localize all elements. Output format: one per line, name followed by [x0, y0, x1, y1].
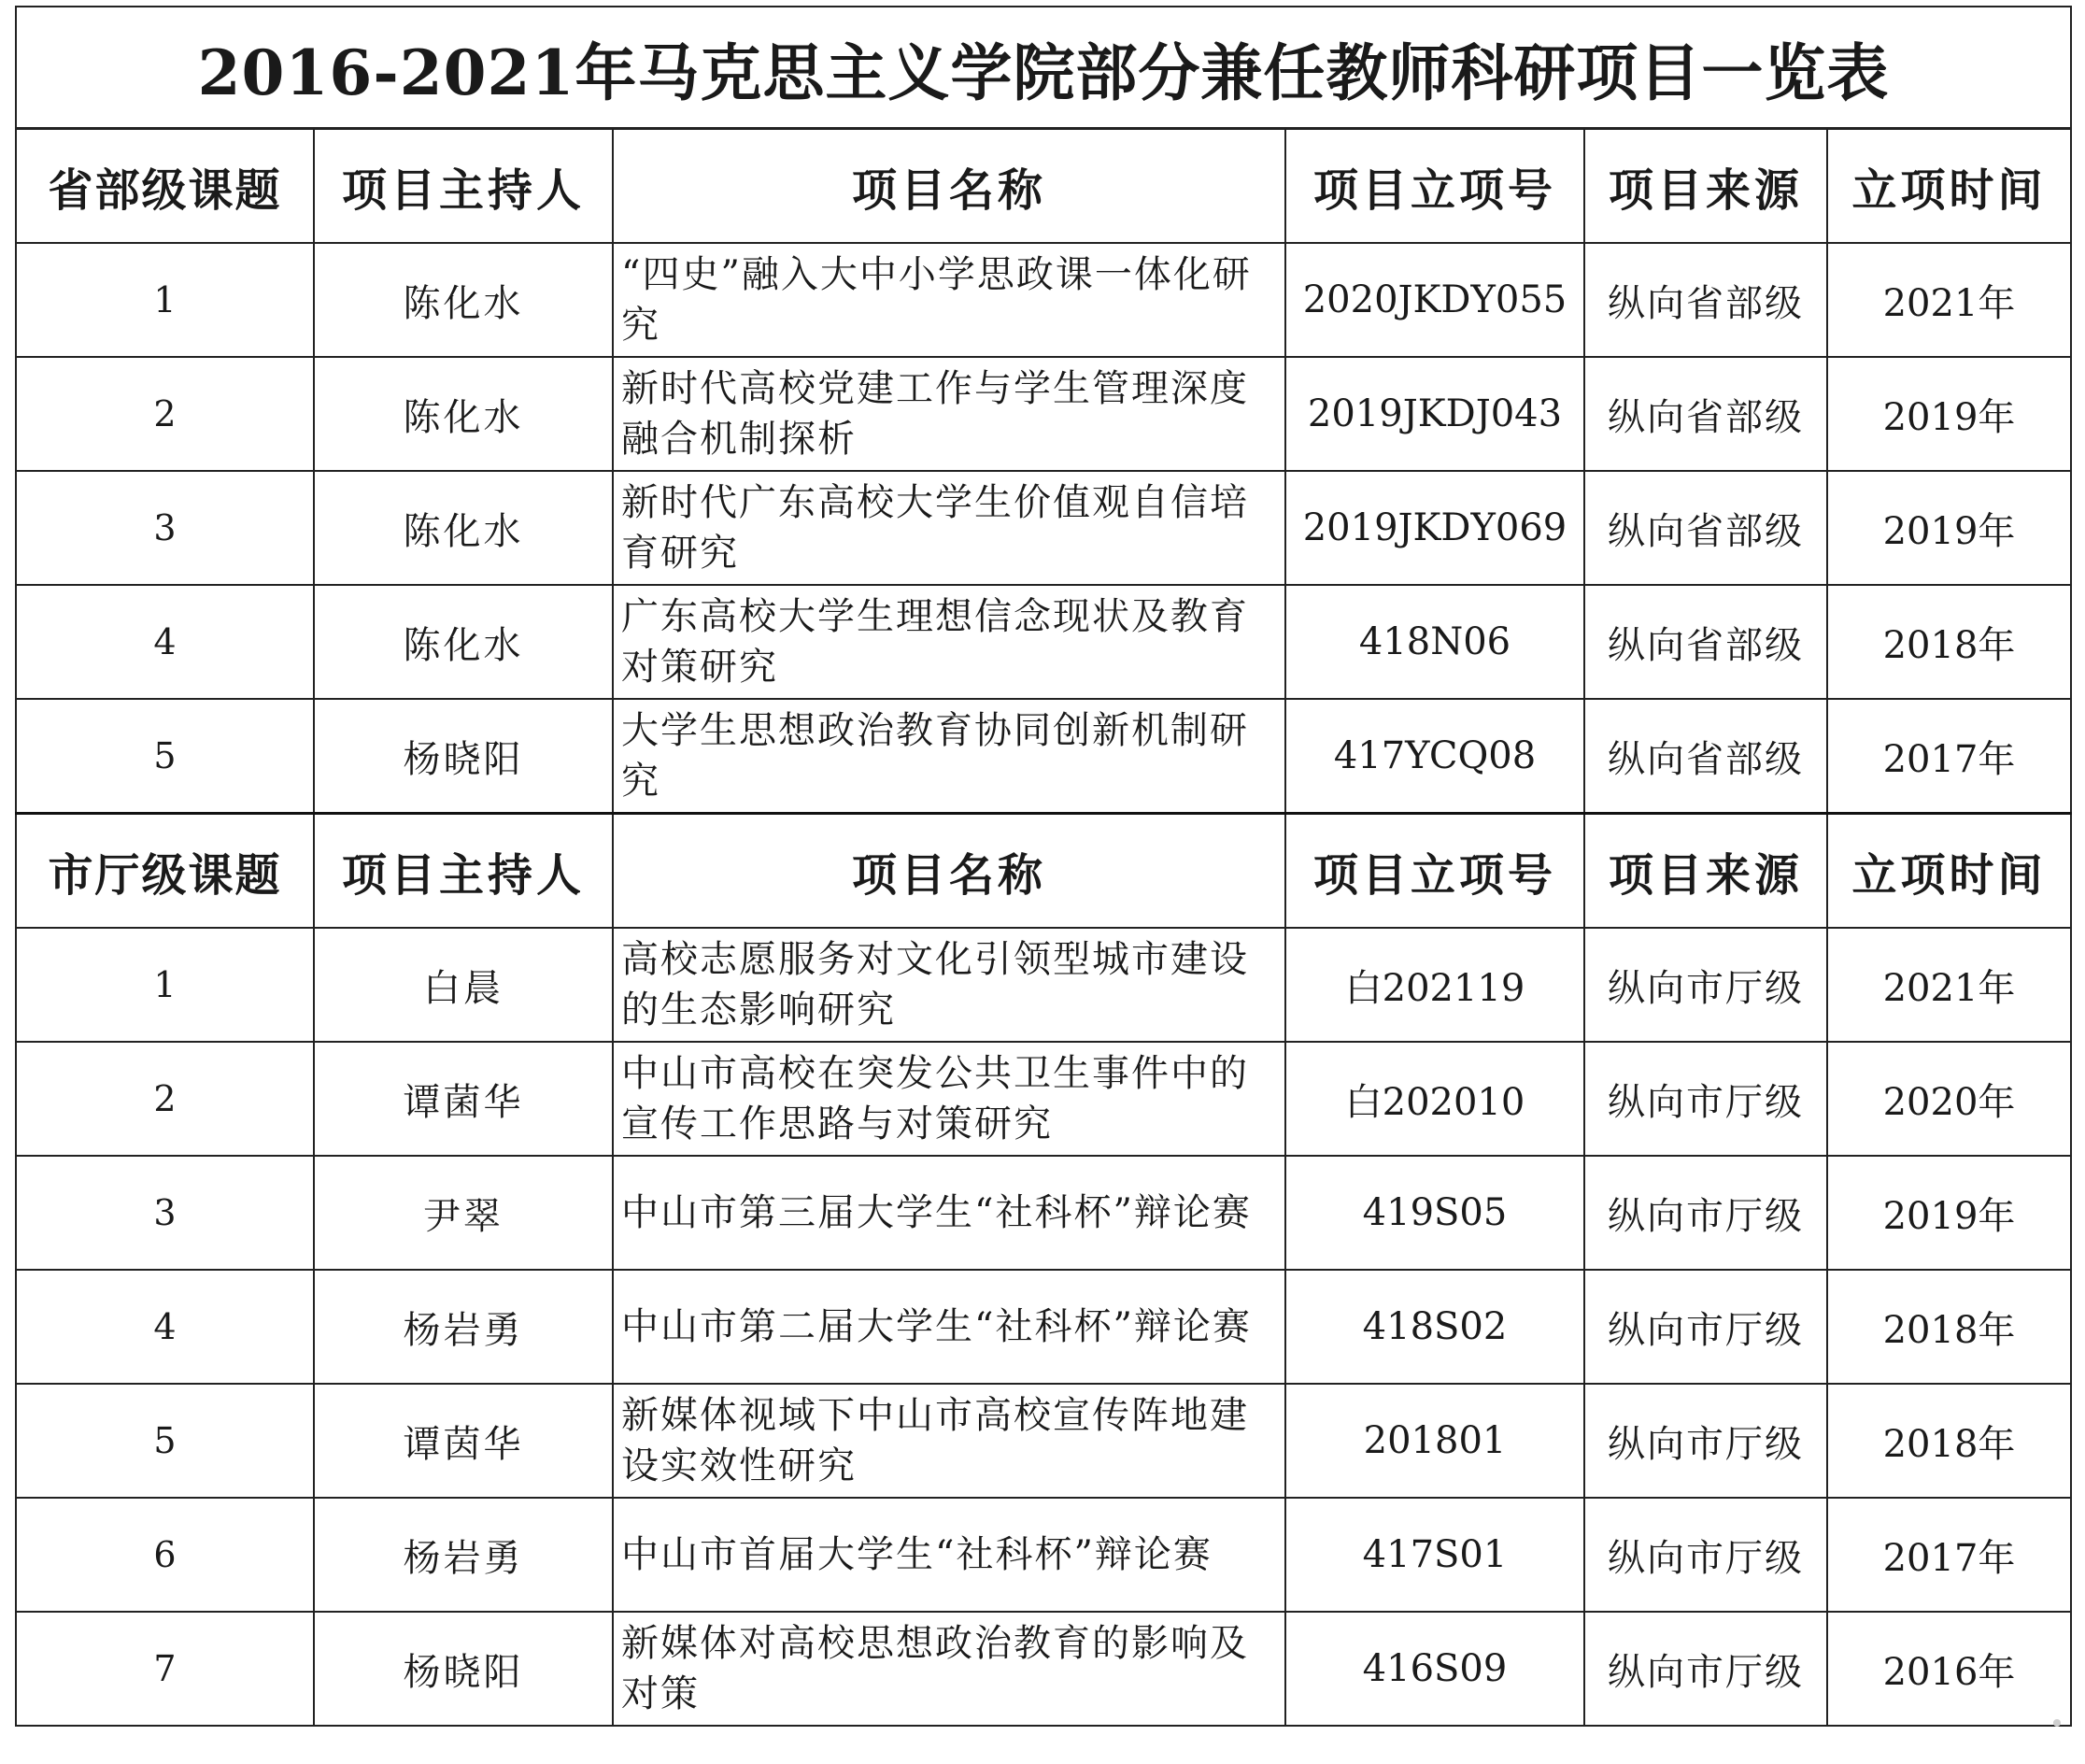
project-year: 2018年: [1827, 1270, 2071, 1384]
project-year: 2021年: [1827, 243, 2071, 357]
project-source: 纵向市厅级: [1584, 1042, 1827, 1156]
provincial-code-header: 项目立项号: [1285, 129, 1584, 244]
row-number: 5: [16, 1384, 314, 1498]
project-host: 陈化水: [314, 585, 613, 699]
project-code: 201801: [1285, 1384, 1584, 1498]
project-year: 2018年: [1827, 585, 2071, 699]
row-number: 7: [16, 1612, 314, 1726]
row-number: 2: [16, 1042, 314, 1156]
project-year: 2020年: [1827, 1042, 2071, 1156]
provincial-header-row: [16, 129, 2071, 244]
row-number: 4: [16, 1270, 314, 1384]
project-table-sheet: [15, 6, 2070, 1753]
project-host: 陈化水: [314, 357, 613, 471]
project-name: 中山市第二届大学生“社科杯”辩论赛: [613, 1270, 1285, 1384]
municipal-year-header: 立项时间: [1827, 814, 2071, 929]
provincial-year-header: 立项时间: [1827, 129, 2071, 244]
project-year: 2017年: [1827, 1498, 2071, 1612]
provincial-level-header: 省部级课题: [16, 129, 314, 244]
project-code: 2020JKDY055: [1285, 243, 1584, 357]
project-source: 纵向市厅级: [1584, 1498, 1827, 1612]
project-year: 2021年: [1827, 928, 2071, 1042]
project-name: 中山市第三届大学生“社科杯”辩论赛: [613, 1156, 1285, 1270]
municipal-host-header: 项目主持人: [314, 814, 613, 929]
project-code: 2019JKDJ043: [1285, 357, 1584, 471]
project-host: 陈化水: [314, 243, 613, 357]
provincial-name-header: 项目名称: [613, 129, 1285, 244]
project-name: 中山市高校在突发公共卫生事件中的宣传工作思路与对策研究: [613, 1042, 1285, 1156]
row-number: 2: [16, 357, 314, 471]
row-number: 1: [16, 928, 314, 1042]
project-name: 新媒体视域下中山市高校宣传阵地建设实效性研究: [613, 1384, 1285, 1498]
table-row: [16, 243, 2071, 357]
project-code: 416S09: [1285, 1612, 1584, 1726]
project-source: 纵向省部级: [1584, 699, 1827, 814]
table-row: [16, 1498, 2071, 1612]
project-year: 2018年: [1827, 1384, 2071, 1498]
project-host: 谭菌华: [314, 1042, 613, 1156]
table-row: [16, 585, 2071, 699]
provincial-host-header: 项目主持人: [314, 129, 613, 244]
project-year: 2019年: [1827, 471, 2071, 585]
project-table: [15, 6, 2072, 1727]
municipal-name-header: 项目名称: [613, 814, 1285, 929]
project-code: 白202119: [1285, 928, 1584, 1042]
project-name: “四史”融入大中小学思政课一体化研究: [613, 243, 1285, 357]
project-year: 2017年: [1827, 699, 2071, 814]
table-row: [16, 1156, 2071, 1270]
project-code: 418S02: [1285, 1270, 1584, 1384]
project-host: 白晨: [314, 928, 613, 1042]
project-name: 高校志愿服务对文化引领型城市建设的生态影响研究: [613, 928, 1285, 1042]
project-code: 418N06: [1285, 585, 1584, 699]
project-host: 陈化水: [314, 471, 613, 585]
table-title: 2016-2021年马克思主义学院部分兼任教师科研项目一览表: [16, 7, 2071, 129]
project-host: 杨晓阳: [314, 1612, 613, 1726]
project-host: 尹翠: [314, 1156, 613, 1270]
row-number: 3: [16, 471, 314, 585]
project-source: 纵向市厅级: [1584, 1612, 1827, 1726]
project-source: 纵向省部级: [1584, 357, 1827, 471]
project-year: 2016年: [1827, 1612, 2071, 1726]
project-host: 谭茵华: [314, 1384, 613, 1498]
project-code: 419S05: [1285, 1156, 1584, 1270]
municipal-source-header: 项目来源: [1584, 814, 1827, 929]
project-name: 中山市首届大学生“社科杯”辩论赛: [613, 1498, 1285, 1612]
project-code: 2019JKDY069: [1285, 471, 1584, 585]
project-year: 2019年: [1827, 1156, 2071, 1270]
row-number: 4: [16, 585, 314, 699]
municipal-header-row: [16, 814, 2071, 929]
table-row: [16, 471, 2071, 585]
table-row: [16, 928, 2071, 1042]
provincial-source-header: 项目来源: [1584, 129, 1827, 244]
row-number: 5: [16, 699, 314, 814]
project-year: 2019年: [1827, 357, 2071, 471]
row-number: 3: [16, 1156, 314, 1270]
row-number: 6: [16, 1498, 314, 1612]
table-row: [16, 1270, 2071, 1384]
project-code: 417YCQ08: [1285, 699, 1584, 814]
project-source: 纵向市厅级: [1584, 1156, 1827, 1270]
municipal-level-header: 市厅级课题: [16, 814, 314, 929]
project-source: 纵向省部级: [1584, 585, 1827, 699]
table-row: [16, 357, 2071, 471]
row-number: 1: [16, 243, 314, 357]
project-name: 广东高校大学生理想信念现状及教育对策研究: [613, 585, 1285, 699]
project-name: 大学生思想政治教育协同创新机制研究: [613, 699, 1285, 814]
table-row: [16, 1042, 2071, 1156]
project-code: 417S01: [1285, 1498, 1584, 1612]
project-source: 纵向省部级: [1584, 471, 1827, 585]
table-row: [16, 1612, 2071, 1726]
project-source: 纵向市厅级: [1584, 1384, 1827, 1498]
project-source: 纵向市厅级: [1584, 928, 1827, 1042]
project-source: 纵向省部级: [1584, 243, 1827, 357]
project-host: 杨岩勇: [314, 1270, 613, 1384]
municipal-code-header: 项目立项号: [1285, 814, 1584, 929]
project-code: 白202010: [1285, 1042, 1584, 1156]
project-host: 杨岩勇: [314, 1498, 613, 1612]
project-host: 杨晓阳: [314, 699, 613, 814]
project-name: 新时代高校党建工作与学生管理深度融合机制探析: [613, 357, 1285, 471]
project-name: 新媒体对高校思想政治教育的影响及对策: [613, 1612, 1285, 1726]
table-row: [16, 1384, 2071, 1498]
watermark-dot: [2053, 1719, 2061, 1727]
project-name: 新时代广东高校大学生价值观自信培育研究: [613, 471, 1285, 585]
table-row: [16, 699, 2071, 814]
project-source: 纵向市厅级: [1584, 1270, 1827, 1384]
